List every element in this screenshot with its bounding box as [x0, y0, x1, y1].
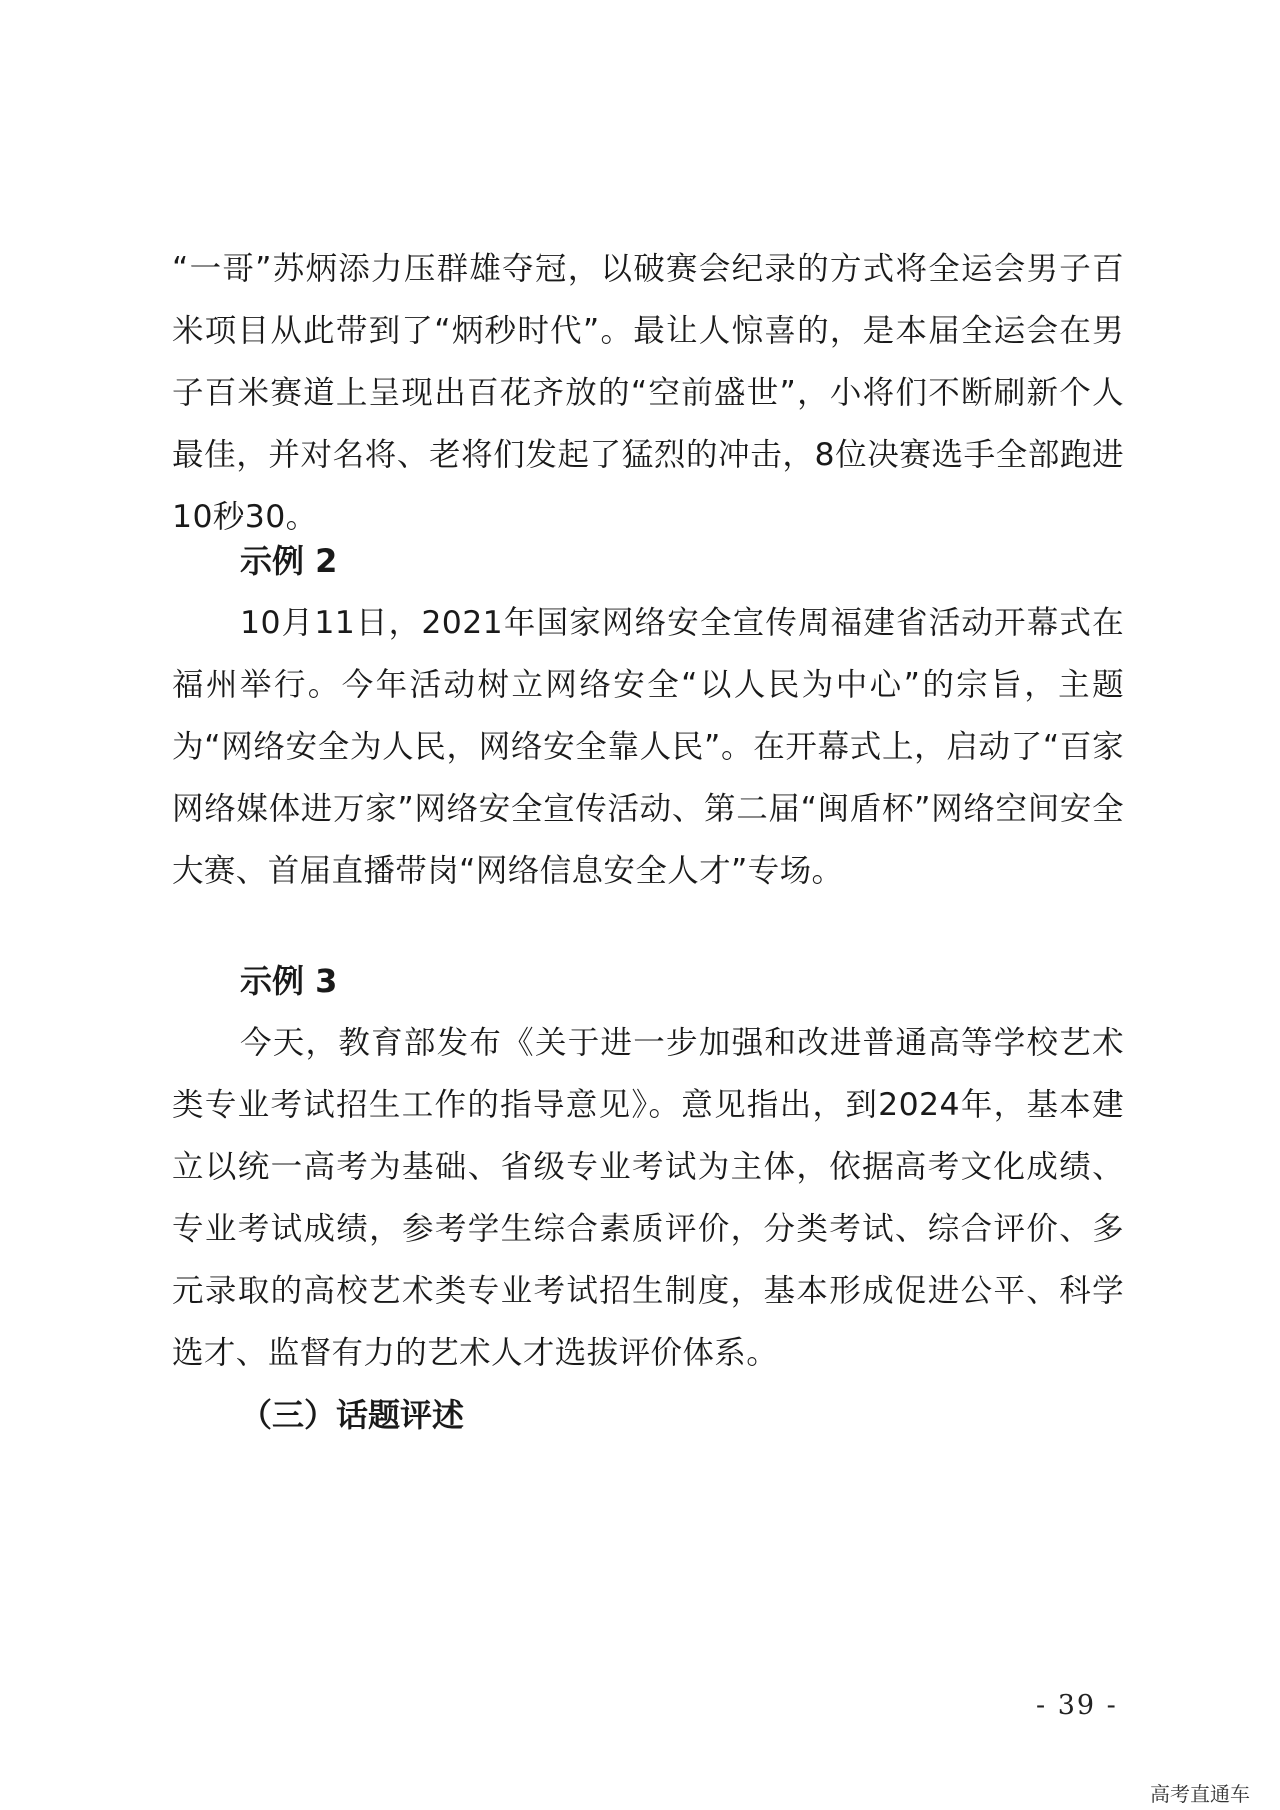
example-2-heading: 示例 2	[240, 542, 338, 580]
paragraph-block-1	[172, 238, 1124, 548]
example-3-block	[172, 950, 1124, 1446]
example-3-heading: 示例 3	[240, 962, 338, 1000]
paragraph-text: “一哥”苏炳添力压群雄夺冠，以破赛会纪录的方式将全运会男子百米项目从此带到了“炳秒时代”。最让人惊喜的，是本届全运会在男子百米赛道上呈现出百花齐放的“空前盛世”，小将们不断刷新个人最佳，并对名将、老将们发起了猛烈的冲击，8位决赛选手全部跑进10秒30。	[172, 251, 1124, 535]
page-number: - 39 -	[1036, 1690, 1118, 1721]
paragraph-text: 10月11日，2021年国家网络安全宣传周福建省活动开幕式在福州举行。今年活动树立网络安全“以人民为中心”的宗旨，主题为“网络安全为人民，网络安全靠人民”。在开幕式上，启动了“百家网络媒体进万家”网络安全宣传活动、第二届“闽盾杯”网络空间安全大赛、首届直播带岗“网络信息安全人才”专场。	[172, 605, 1124, 889]
watermark-text: 高考直通车	[1150, 1782, 1250, 1806]
paragraph-text: 今天，教育部发布《关于进一步加强和改进普通高等学校艺术类专业考试招生工作的指导意见》。意见指出，到2024年，基本建立以统一高考为基础、省级专业考试为主体，依据高考文化成绩、专业考试成绩，参考学生综合素质评价，分类考试、综合评价、多元录取的高校艺术类专业考试招生制度，基本形成促进公平、科学选才、监督有力的艺术人才选拔评价体系。	[172, 1025, 1124, 1371]
section-heading: （三）话题评述	[240, 1396, 465, 1434]
example-2-block	[172, 530, 1124, 902]
